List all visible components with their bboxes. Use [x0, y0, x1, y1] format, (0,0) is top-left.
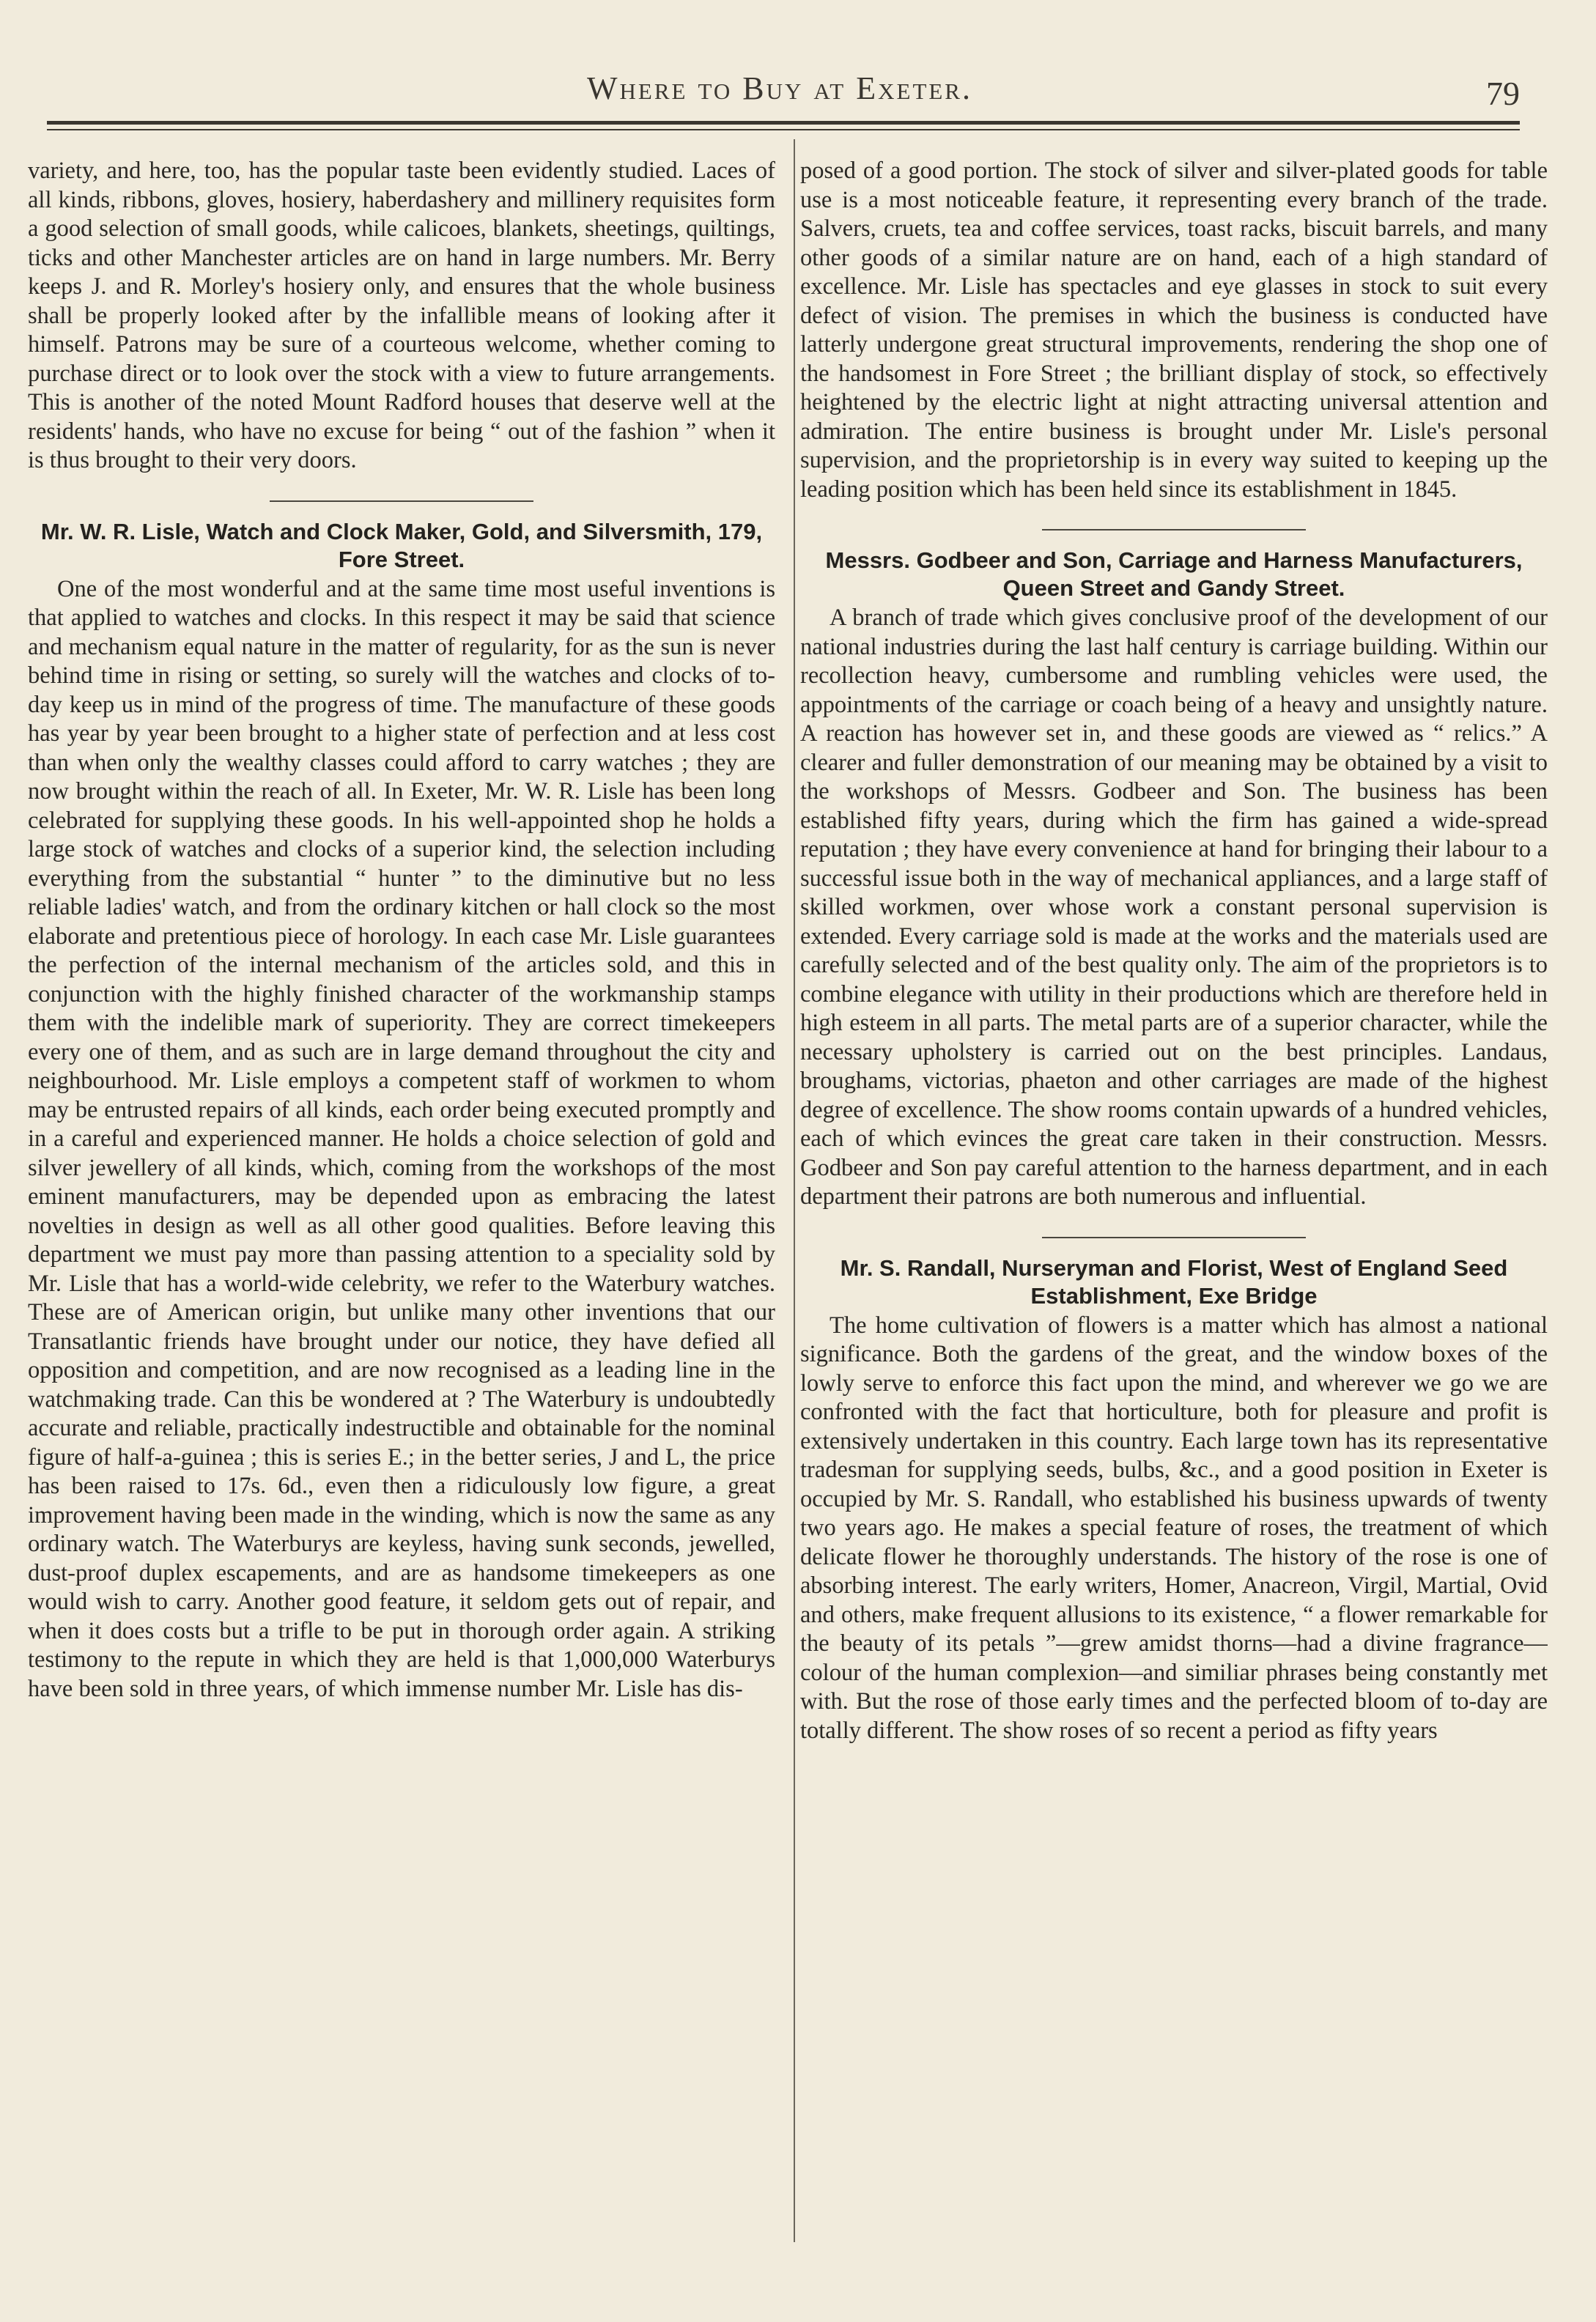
continued-paragraph: posed of a good portion. The stock of silver and silver-plated goods for table use is a most noticeable feature, it representing every branch of the trade. Salvers, cruets, tea and coffee services, toast racks, biscuit barrels, and many other goods of a similar nature are on hand, each of a high standard of excellence. Mr. Lisle has spectacles and eye glasses in stock to suit every defect of vision. The premises in which the business is conducted have latterly undergone great structural improvements, rendering the shop one of the handsomest in Fore Street ; the brilliant display of stock, so effectively heightened by the electric light at night attracting universal attention and admiration. The entire business is brought under Mr. Lisle's personal supervision, and the proprietorship is in every way suited to keeping up the leading position which has been held since its establishment in 1845. — [800, 158, 1548, 503]
continued-paragraph: variety, and here, too, has the popular taste been evidently studied. Laces of all kinds, ribbons, gloves, hosiery, haberdashery and millinery requisites form a good selection of small goods, while calicoes, blankets, sheetings, quiltings, ticks and other Manchester articles are on hand in large numbers. Mr. Berry keeps J. and R. Morley's hosiery only, and ensures that the whole business shall be properly looked after by the infallible means of looking after it himself. Patrons may be sure of a courteous welcome, whether coming to purchase direct or to look over the stock with a view to future arrangements. This is another of the noted Mount Radford houses that deserve well at the residents' hands, who have no excuse for being “ out of the fashion ” when it is thus brought to their very doors. — [28, 158, 775, 473]
godbeer-heading: Messrs. Godbeer and Son, Carriage and Harness Manufacturers, Queen Street and Gandy Street. — [825, 547, 1523, 601]
header-rule-thick — [47, 121, 1520, 125]
column-divider — [794, 139, 795, 2242]
section-divider — [1042, 1237, 1306, 1238]
godbeer-body: A branch of trade which gives conclusive proof of the development of our national industries during the last half century is carriage building. Within our recollection heavy, cumbersome and rumbling vehicles were used, the appointments of the carriage or coach being of a heavy and unsightly nature. A reaction has however set in, and these goods are viewed as “ relics.” A clearer and fuller demonstration of our meaning may be obtained by a visit to the workshops of Messrs. Godbeer and Son. The business has been established fifty years, during which the firm has gained a wide-spread reputation ; they have every convenience at hand for bringing their labour to a successful issue both in the way of mechanical appliances, and a large staff of skilled workmen, over whose work a constant personal supervision is extended. Every carriage sold is made at the works and the materials used are carefully selected and of the best quality only. The aim of the proprietors is to combine elegance with utility in their productions which are therefore held in high esteem in all parts. The metal parts are of a superior character, while the necessary upholstery is carried out on the best principles. Landaus, broughams, victorias, phaeton and other carriages are made of the highest degree of excellence. The show rooms contain upwards of a hundred vehicles, each of which evinces the great care taken in their construction. Messrs. Godbeer and Son pay careful attention to the harness department, and in each department their patrons are both numerous and influential. — [800, 604, 1548, 1210]
running-head — [47, 70, 1520, 121]
left-column — [28, 157, 775, 2252]
header-rule-thin — [47, 129, 1520, 130]
section-divider — [270, 500, 533, 502]
randall-heading: Mr. S. Randall, Nurseryman and Florist, West of England Seed Establishment, Exe Bridge — [840, 1254, 1508, 1309]
right-column — [800, 157, 1548, 2252]
lisle-heading: Mr. W. R. Lisle, Watch and Clock Maker, Gold, and Silversmith, 179, Fore Street. — [40, 518, 763, 572]
page-number: 79 — [1486, 75, 1520, 112]
randall-body: The home cultivation of flowers is a matter which has almost a national significance. Both the gardens of the great, and the window boxes of the lowly serve to enforce this fact upon the mind, and wherever we go we are confronted with the fact that horticulture, both for pleasure and profit is extensively undertaken in this country. Each large town has its representative tradesman for supplying seeds, bulbs, &c., and a good position in Exeter is occupied by Mr. S. Randall, who established his business upwards of twenty two years ago. He makes a special feature of roses, the treatment of which delicate flower he thoroughly understands. The history of the rose is one of absorbing interest. The early writers, Homer, Anacreon, Virgil, Martial, Ovid and others, make frequent allusions to its existence, “ a flower remarkable for the beauty of its petals ”—grew amidst thorns—had a divine fragrance—colour of the human complexion—and similiar phrases being constantly met with. But the rose of those early times and the perfected bloom of to-day are totally different. The show roses of so recent a period as fifty years — [800, 1312, 1548, 1744]
lisle-body: One of the most wonderful and at the same time most useful inventions is that applied to watches and clocks. In this respect it may be said that science and mechanism equal nature in the matter of regularity, for as the sun is never behind time in rising or setting, so surely will the watches and clocks of to-day keep us in mind of the progress of time. The manufacture of these goods has year by year been brought to a higher state of perfection and at less cost than when only the wealthy classes could afford to carry watches ; they are now brought within the reach of all. In Exeter, Mr. W. R. Lisle has been long celebrated for supplying these goods. In his well-appointed shop he holds a large stock of watches and clocks of a superior kind, the selection including everything from the substantial “ hunter ” to the diminutive but no less reliable ladies' watch, and from the ordinary kitchen or hall clock so the most elaborate and pretentious piece of horology. In each case Mr. Lisle guarantees the perfection of the internal mechanism of the articles sold, and this in conjunction with the highly finished character of the workmanship stamps them with the indelible mark of superiority. They are correct timekeepers every one of them, and as such are in large demand throughout the city and neighbourhood. Mr. Lisle employs a competent staff of workmen to whom may be entrusted repairs of all kinds, each order being executed promptly and in a careful and experienced manner. He holds a choice selection of gold and silver jewellery of all kinds, which, coming from the workshops of the most eminent manufacturers, may be depended upon as embracing the latest novelties in design as well as all other good qualities. Before leaving this department we must pay more than passing attention to a speciality sold by Mr. Lisle that has a world-wide celebrity, we refer to the Waterbury watches. These are of American origin, but unlike many other inventions that our Transatlantic friends have brought under our notice, they have defied all opposition and competition, and are now recognised as a leading line in the watchmaking trade. Can this be wondered at ? The Waterbury is undoubtedly accurate and reliable, practically indestructible and obtainable for the nominal figure of half-a-guinea ; this is series E.; in the better series, J and L, the price has been raised to 17s. 6d., even then a ridiculously low figure, a great improvement having been made in the winding, which is now the same as any ordinary watch. The Waterburys are keyless, having sunk seconds, jewelled, dust-proof duplex escapements, and are as handsome timekeepers as one would wish to carry. Another good feature, it seldom gets out of repair, and when it does costs but a trifle to be put in thorough order again. A striking testimony to the repute in which they are held is that 1,000,000 Waterburys have been sold in three years, of which immense number Mr. Lisle has dis- — [28, 575, 775, 1702]
section-divider — [1042, 529, 1306, 530]
running-title: Where to Buy at Exeter. — [587, 70, 972, 106]
